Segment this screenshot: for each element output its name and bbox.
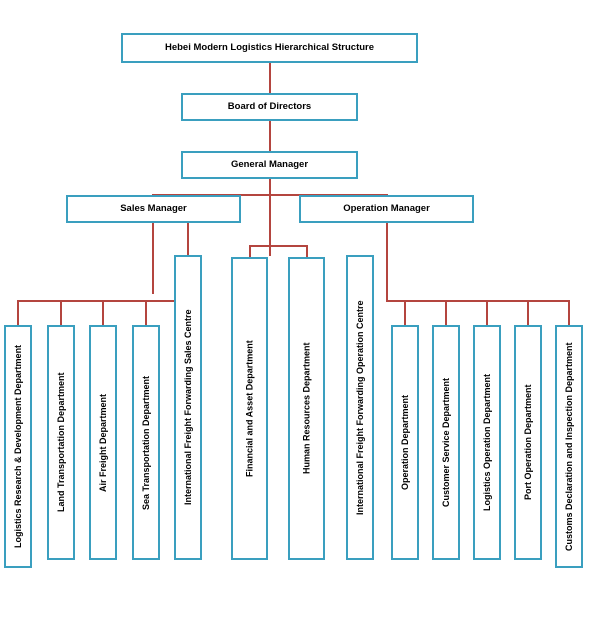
node-port-operation-department[interactable]: Port Operation Department [514,325,542,560]
connector-customs-drop [568,300,570,325]
connector-board-gm [269,120,271,152]
node-land-transportation-department[interactable]: Land Transportation Department [47,325,75,560]
connector-logistics-op-drop [486,300,488,325]
connector-land-drop [60,300,62,325]
node-root[interactable]: Hebei Modern Logistics Hierarchical Structure [121,33,418,63]
connector-ops-mgr-bottom [386,222,388,300]
node-international-freight-forwarding-operation-centre[interactable]: International Freight Forwarding Operation Centre [346,255,374,560]
connector-air-drop [102,300,104,325]
connector-port-op-drop [527,300,529,325]
node-financial-and-asset-department[interactable]: Financial and Asset Department [231,257,268,560]
node-general-manager[interactable]: General Manager [181,151,358,179]
connector-sea-drop [145,300,147,325]
node-international-freight-forwarding-sales-centre[interactable]: International Freight Forwarding Sales Centre [174,255,202,560]
node-logistics-operation-department[interactable]: Logistics Operation Department [473,325,501,560]
node-sea-transportation-department[interactable]: Sea Transportation Department [132,325,160,560]
node-human-resources-department[interactable]: Human Resources Department [288,257,325,560]
connector-hr-drop [306,245,308,257]
node-operation-department[interactable]: Operation Department [391,325,419,560]
node-customs-declaration-and-inspection-department[interactable]: Customs Declaration and Inspection Department [555,325,583,568]
connector-ops-group-bar [386,300,568,302]
node-logistics-rnd-department[interactable]: Logistics Research & Development Department [4,325,32,568]
node-air-freight-department[interactable]: Air Freight Department [89,325,117,560]
node-board-of-directors[interactable]: Board of Directors [181,93,358,121]
connector-rnd-drop [17,300,19,325]
node-sales-manager[interactable]: Sales Manager [66,195,241,223]
node-operation-manager[interactable]: Operation Manager [299,195,474,223]
connector-root-board [269,62,271,95]
connector-customer-service-drop [445,300,447,325]
connector-middle-bar [249,245,307,247]
connector-operation-drop [404,300,406,325]
connector-finance-drop [249,245,251,257]
node-customer-service-department[interactable]: Customer Service Department [432,325,460,560]
